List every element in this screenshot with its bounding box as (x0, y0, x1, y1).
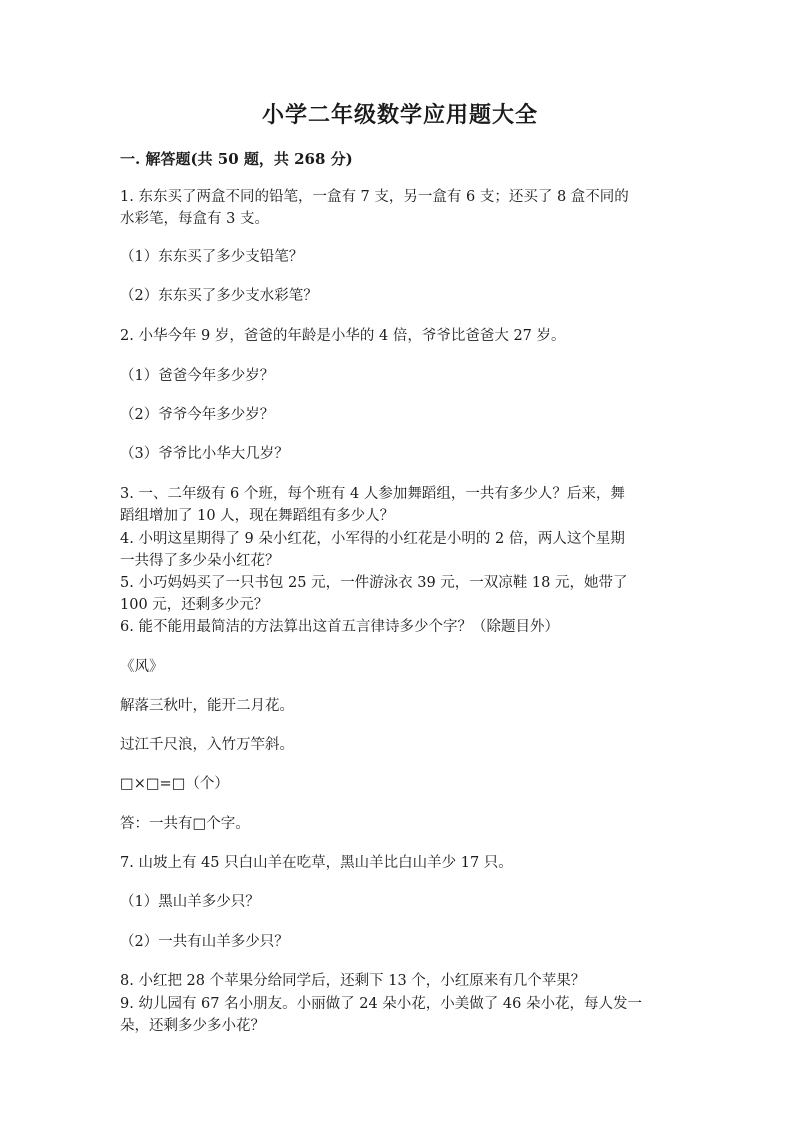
question-4-line-1: 4. 小明这星期得了 9 朵小红花，小军得的小红花是小明的 2 倍，两人这个星期 (120, 531, 625, 547)
question-1-line-2: 水彩笔，每盒有 3 支。 (120, 211, 269, 227)
question-6: 6. 能不能用最简洁的方法算出这首五言律诗多少个字？（除题目外） (120, 619, 559, 635)
question-1-part-2: （2）东东买了多少支水彩笔？ (120, 288, 318, 304)
question-2: 2. 小华今年 9 岁，爸爸的年龄是小华的 4 倍，爷爷比爸爸大 27 岁。 (120, 328, 566, 344)
question-2-part-2: （2）爷爷今年多少岁？ (120, 407, 275, 423)
question-7-part-2: （2）一共有山羊多少只？ (120, 934, 289, 950)
question-8: 8. 小红把 28 个苹果分给同学后，还剩下 13 个，小红原来有几个苹果？ (120, 973, 586, 989)
poem-title: 《风》 (120, 659, 164, 675)
question-7-part-1: （1）黑山羊多少只？ (120, 894, 260, 910)
document-title: 小学二年级数学应用题大全 (261, 102, 538, 128)
question-3-line-2: 蹈组增加了 10 人，现在舞蹈组有多少人？ (120, 508, 395, 524)
poem-line-1: 解落三秋叶，能开二月花。 (120, 698, 294, 714)
question-2-part-1: （1）爸爸今年多少岁？ (120, 368, 275, 384)
question-1-part-1: （1）东东买了多少支铅笔？ (120, 249, 304, 265)
question-6-formula: □×□=□（个） (120, 776, 229, 792)
question-6-answer: 答：一共有□个字。 (120, 816, 250, 832)
poem-line-2: 过江千尺浪，入竹万竿斜。 (120, 737, 294, 753)
section-heading: 一. 解答题(共 50 题，共 268 分) (120, 150, 353, 168)
question-4-line-2: 一共得了多少朵小红花？ (120, 553, 280, 569)
question-3-line-1: 3. 一、二年级有 6 个班，每个班有 4 人参加舞蹈组，一共有多少人？后来，舞 (120, 486, 625, 502)
question-5-line-1: 5. 小巧妈妈买了一只书包 25 元，一件游泳衣 39 元，一双凉鞋 18 元，她带了 (120, 575, 628, 591)
question-2-part-3: （3）爷爷比小华大几岁？ (120, 446, 289, 462)
question-9-line-1: 9. 幼儿园有 67 名小朋友。小丽做了 24 朵小花，小美做了 46 朵小花，每人发一 (120, 996, 642, 1012)
question-5-line-2: 100 元，还剩多少元？ (120, 597, 269, 613)
question-9-line-2: 朵，还剩多少多小花？ (120, 1018, 265, 1034)
question-1-line-1: 1. 东东买了两盒不同的铅笔，一盒有 7 支，另一盒有 6 支；还买了 8 盒不同的 (120, 189, 629, 205)
question-7: 7. 山坡上有 45 只白山羊在吃草，黑山羊比白山羊少 17 只。 (120, 855, 513, 871)
